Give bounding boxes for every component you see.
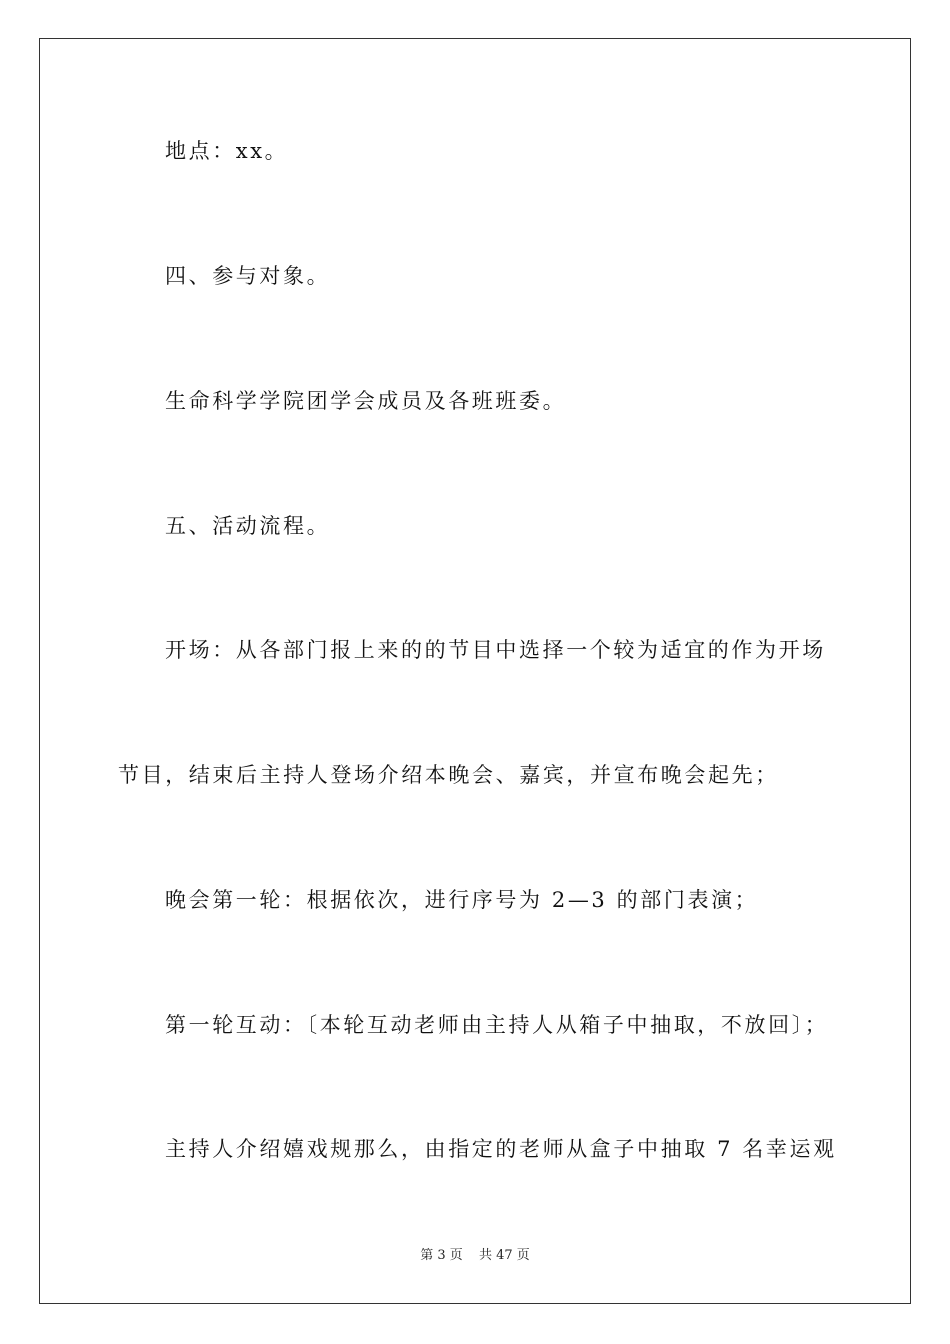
text-line-interaction-one: 第一轮互动：〔本轮互动老师由主持人从箱子中抽取，不放回〕； (165, 1013, 829, 1037)
page-footer (0, 1247, 950, 1265)
page-number: 第 3 页 (420, 1248, 463, 1263)
page-border (39, 38, 911, 1304)
text-line-section-five: 五、活动流程。 (165, 514, 331, 538)
text-line-section-four: 四、参与对象。 (165, 264, 331, 288)
text-line-opening-cont: 节目，结束后主持人登场介绍本晚会、嘉宾，并宣布晚会起先； (118, 763, 779, 787)
page-total: 共 47 页 (478, 1248, 530, 1263)
text-line-host-rules: 主持人介绍嬉戏规那么，由指定的老师从盒子中抽取 7 名幸运观 (165, 1137, 837, 1161)
text-line-opening: 开场：从各部门报上来的的节目中选择一个较为适宜的作为开场 (165, 638, 826, 662)
text-line-participants: 生命科学学院团学会成员及各班班委。 (165, 389, 567, 413)
text-line-round-one: 晚会第一轮：根据依次，进行序号为 2—3 的部门表演； (165, 888, 759, 912)
text-line-location: 地点：xx。 (165, 139, 289, 163)
